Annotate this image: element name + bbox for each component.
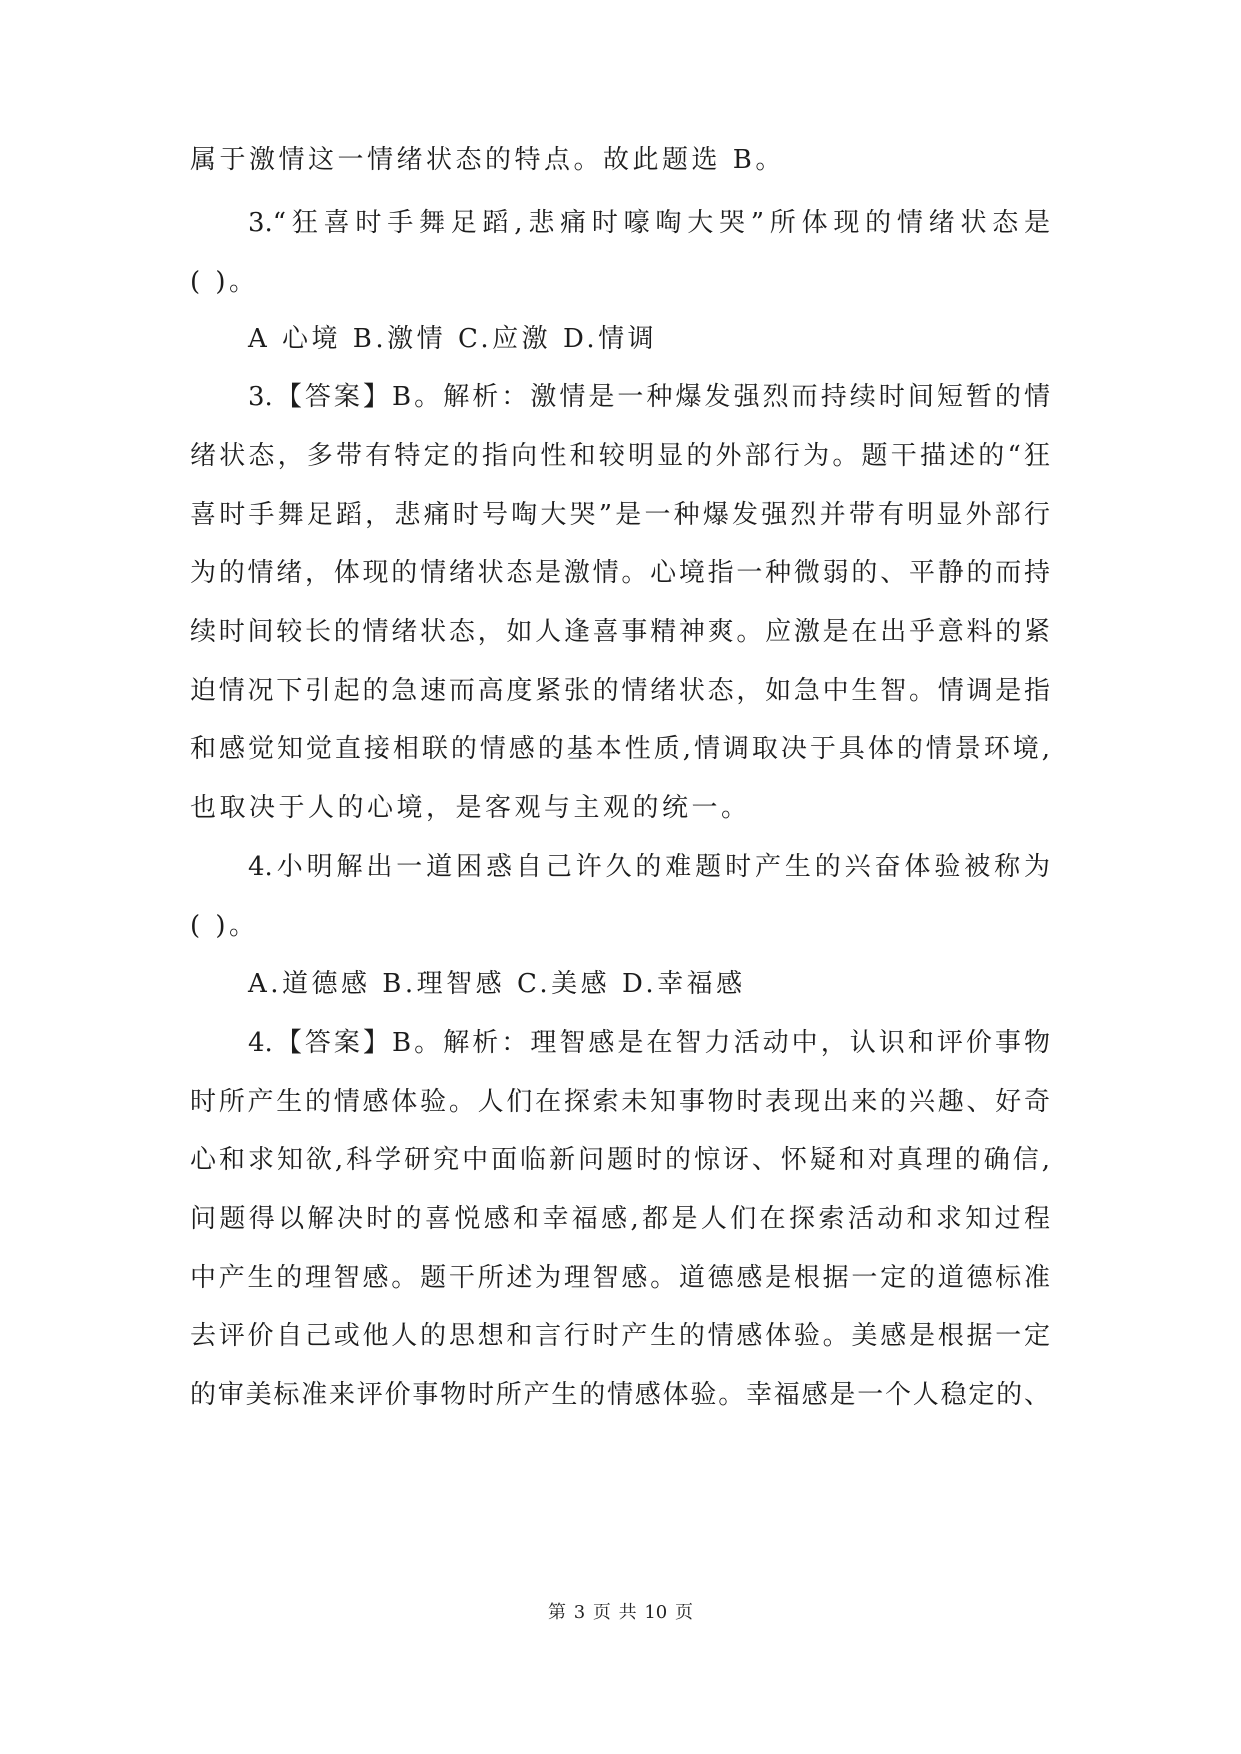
answer-4-line: 问题得以解决时的喜悦感和幸福感,都是人们在探索活动和求知过程 xyxy=(190,1204,1050,1234)
question-4-stem: 4.小明解出一道困惑自己许久的难题时产生的兴奋体验被称为 xyxy=(248,852,1050,882)
question-4-options: A.道德感 B.理智感 C.美感 D.幸福感 xyxy=(248,969,746,999)
question-4-blank: ( )。 xyxy=(190,911,259,941)
answer-4-line: 心和求知欲,科学研究中面临新问题时的惊讶、怀疑和对真理的确信, xyxy=(190,1145,1050,1175)
answer-3-line: 续时间较长的情绪状态，如人逢喜事精神爽。应激是在出乎意料的紧 xyxy=(190,617,1050,647)
question-3-stem: 3.“狂喜时手舞足蹈,悲痛时嚎啕大哭”所体现的情绪状态是 xyxy=(248,208,1050,238)
question-3-blank: ( )。 xyxy=(190,267,259,297)
answer-4-line: 中产生的理智感。题干所述为理智感。道德感是根据一定的道德标准 xyxy=(190,1263,1050,1293)
answer-3-line: 和感觉知觉直接相联的情感的基本性质,情调取决于具体的情景环境, xyxy=(190,734,1050,764)
answer-4-line: 4.【答案】B。解析：理智感是在智力活动中，认识和评价事物 xyxy=(248,1028,1050,1058)
answer-3-line: 迫情况下引起的急速而高度紧张的情绪状态，如急中生智。情调是指 xyxy=(190,676,1050,706)
answer-4-line: 的审美标准来评价事物时所产生的情感体验。幸福感是一个人稳定的、 xyxy=(190,1380,1050,1410)
answer-4-line: 时所产生的情感体验。人们在探索未知事物时表现出来的兴趣、好奇 xyxy=(190,1087,1050,1117)
answer-3-line: 喜时手舞足蹈，悲痛时号啕大哭”是一种爆发强烈并带有明显外部行 xyxy=(190,500,1050,530)
answer-3-line: 也取决于人的心境，是客观与主观的统一。 xyxy=(190,793,751,823)
page-number-footer: 第 3 页 共 10 页 xyxy=(548,1602,693,1623)
answer-3-line: 3.【答案】B。解析：激情是一种爆发强烈而持续时间短暂的情 xyxy=(248,382,1050,412)
answer-3-line: 绪状态，多带有特定的指向性和较明显的外部行为。题干描述的“狂 xyxy=(190,441,1050,471)
answer-4-line: 去评价自己或他人的思想和言行时产生的情感体验。美感是根据一定 xyxy=(190,1321,1050,1351)
answer-3-line: 为的情绪，体现的情绪状态是激情。心境指一种微弱的、平静的而持 xyxy=(190,558,1050,588)
question-3-options: A 心境 B.激情 C.应激 D.情调 xyxy=(248,324,658,354)
paragraph-line: 属于激情这一情绪状态的特点。故此题选 B。 xyxy=(190,145,785,175)
